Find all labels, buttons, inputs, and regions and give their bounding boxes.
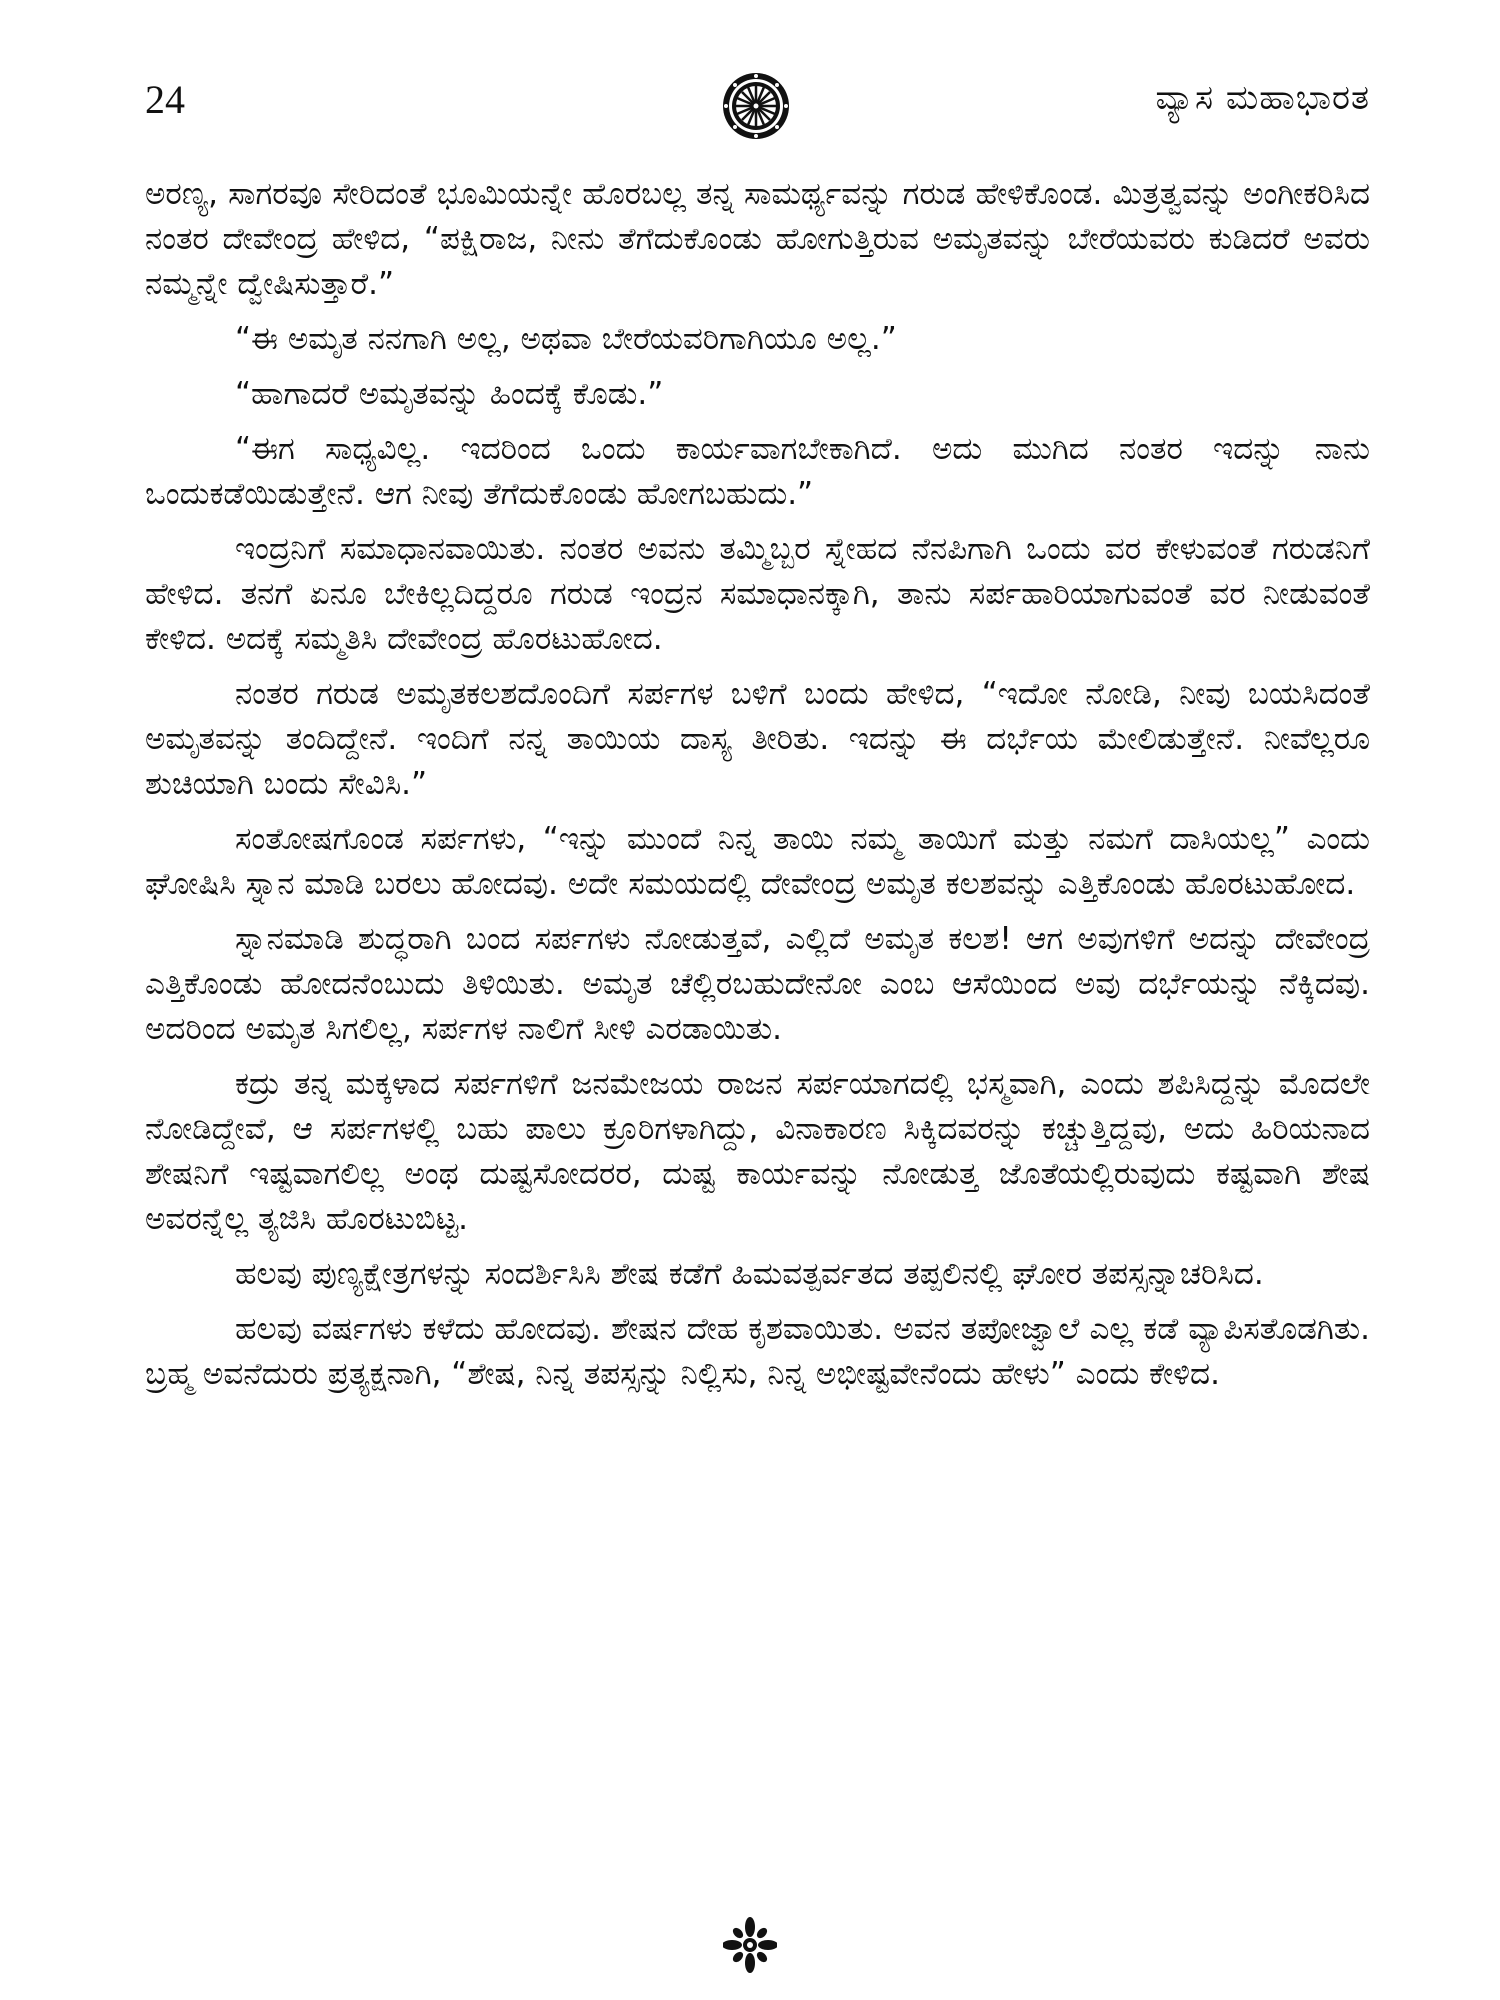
paragraph: ಇಂದ್ರನಿಗೆ ಸಮಾಧಾನವಾಯಿತು. ನಂತರ ಅವನು ತಮ್ಮಿಬ್ಬರ ಸ್ನೇಹದ ನೆನಪಿಗಾಗಿ ಒಂದು ವರ ಕೇಳುವಂತೆ ಗರುಡನಿಗೆ ಹೇಳಿದ. ತನಗೆ ಏನೂ ಬೇಕಿಲ್ಲದಿದ್ದರೂ ಗರುಡ ಇಂದ್ರನ ಸಮಾಧಾನಕ್ಕಾಗಿ, ತಾನು ಸರ್ಪಹಾರಿಯಾಗುವಂತೆ ವರ ನೀಡುವಂತೆ ಕೇಳಿದ. ಅದಕ್ಕೆ ಸಮ್ಮತಿಸಿ ದೇವೇಂದ್ರ ಹೊರಟುಹೋದ. <box>145 531 1370 657</box>
page-header <box>145 70 1370 160</box>
body-text <box>145 172 1370 1407</box>
paragraph: “ಈ ಅಮೃತ ನನಗಾಗಿ ಅಲ್ಲ, ಅಥವಾ ಬೇರೆಯವರಿಗಾಗಿಯೂ ಅಲ್ಲ.” <box>235 321 897 357</box>
paragraph: ಸ್ನಾನಮಾಡಿ ಶುದ್ಧರಾಗಿ ಬಂದ ಸರ್ಪಗಳು ನೋಡುತ್ತವೆ, ಎಲ್ಲಿದೆ ಅಮೃತ ಕಲಶ! ಆಗ ಅವುಗಳಿಗೆ ಅದನ್ನು ದೇವೇಂದ್ರ ಎತ್ತಿಕೊಂಡು ಹೋದನೆಂಬುದು ತಿಳಿಯಿತು. ಅಮೃತ ಚೆಲ್ಲಿರಬಹುದೇನೋ ಎಂಬ ಆಸೆಯಿಂದ ಅವು ದರ್ಭೆಯನ್ನು ನೆಕ್ಕಿದವು. ಅದರಿಂದ ಅಮೃತ ಸಿಗಲಿಲ್ಲ, ಸರ್ಪಗಳ ನಾಲಿಗೆ ಸೀಳಿ ಎರಡಾಯಿತು. <box>145 921 1370 1047</box>
paragraph: ಅರಣ್ಯ, ಸಾಗರವೂ ಸೇರಿದಂತೆ ಭೂಮಿಯನ್ನೇ ಹೊರಬಲ್ಲ ತನ್ನ ಸಾಮರ್ಥ್ಯವನ್ನು ಗರುಡ ಹೇಳಿಕೊಂಡ. ಮಿತ್ರತ್ವವನ್ನು ಅಂಗೀಕರಿಸಿದ ನಂತರ ದೇವೇಂದ್ರ ಹೇಳಿದ, “ಪಕ್ಷಿರಾಜ, ನೀನು ತೆಗೆದುಕೊಂಡು ಹೋಗುತ್ತಿರುವ ಅಮೃತವನ್ನು ಬೇರೆಯವರು ಕುಡಿದರೆ ಅವರು ನಮ್ಮನ್ನೇ ದ್ವೇಷಿಸುತ್ತಾರೆ.” <box>145 176 1370 302</box>
paragraph: “ಹಾಗಾದರೆ ಅಮೃತವನ್ನು ಹಿಂದಕ್ಕೆ ಕೊಡು.” <box>235 376 664 412</box>
dharma-wheel-icon <box>720 70 792 142</box>
paragraph: ನಂತರ ಗರುಡ ಅಮೃತಕಲಶದೊಂದಿಗೆ ಸರ್ಪಗಳ ಬಳಿಗೆ ಬಂದು ಹೇಳಿದ, “ಇದೋ ನೋಡಿ, ನೀವು ಬಯಸಿದಂತೆ ಅಮೃತವನ್ನು ತಂದಿದ್ದೇನೆ. ಇಂದಿಗೆ ನನ್ನ ತಾಯಿಯ ದಾಸ್ಯ ತೀರಿತು. ಇದನ್ನು ಈ ದರ್ಭೆಯ ಮೇಲಿಡುತ್ತೇನೆ. ನೀವೆಲ್ಲರೂ ಶುಚಿಯಾಗಿ ಬಂದು ಸೇವಿಸಿ.” <box>145 676 1370 802</box>
floral-ornament-icon <box>723 1915 777 1975</box>
paragraph: ಹಲವು ವರ್ಷಗಳು ಕಳೆದು ಹೋದವು. ಶೇಷನ ದೇಹ ಕೃಶವಾಯಿತು. ಅವನ ತಪೋಜ್ವಾಲೆ ಎಲ್ಲ ಕಡೆ ವ್ಯಾಪಿಸತೊಡಗಿತು. ಬ್ರಹ್ಮ ಅವನೆದುರು ಪ್ರತ್ಯಕ್ಷನಾಗಿ, “ಶೇಷ, ನಿನ್ನ ತಪಸ್ಸನ್ನು ನಿಲ್ಲಿಸು, ನಿನ್ನ ಅಭೀಷ್ಟವೇನೆಂದು ಹೇಳು” ಎಂದು ಕೇಳಿದ. <box>145 1311 1370 1392</box>
paragraph: ಕದ್ರು ತನ್ನ ಮಕ್ಕಳಾದ ಸರ್ಪಗಳಿಗೆ ಜನಮೇಜಯ ರಾಜನ ಸರ್ಪಯಾಗದಲ್ಲಿ ಭಸ್ಮವಾಗಿ, ಎಂದು ಶಪಿಸಿದ್ದನ್ನು ಮೊದಲೇ ನೋಡಿದ್ದೇವೆ, ಆ ಸರ್ಪಗಳಲ್ಲಿ ಬಹು ಪಾಲು ಕ್ರೂರಿಗಳಾಗಿದ್ದು, ವಿನಾಕಾರಣ ಸಿಕ್ಕಿದವರನ್ನು ಕಚ್ಚುತ್ತಿದ್ದವು, ಅದು ಹಿರಿಯನಾದ ಶೇಷನಿಗೆ ಇಷ್ಟವಾಗಲಿಲ್ಲ ಅಂಥ ದುಷ್ಟಸೋದರರ, ದುಷ್ಟ ಕಾರ್ಯವನ್ನು ನೋಡುತ್ತ ಜೊತೆಯಲ್ಲಿರುವುದು ಕಷ್ಟವಾಗಿ ಶೇಷ ಅವರನ್ನೆಲ್ಲ ತ್ಯಜಿಸಿ ಹೊರಟುಬಿಟ್ಟ. <box>145 1066 1370 1237</box>
paragraph: ಸಂತೋಷಗೊಂಡ ಸರ್ಪಗಳು, “ಇನ್ನು ಮುಂದೆ ನಿನ್ನ ತಾಯಿ ನಮ್ಮ ತಾಯಿಗೆ ಮತ್ತು ನಮಗೆ ದಾಸಿಯಲ್ಲ” ಎಂದು ಘೋಷಿಸಿ ಸ್ನಾನ ಮಾಡಿ ಬರಲು ಹೋದವು. ಅದೇ ಸಮಯದಲ್ಲಿ ದೇವೇಂದ್ರ ಅಮೃತ ಕಲಶವನ್ನು ಎತ್ತಿಕೊಂಡು ಹೊರಟುಹೋದ. <box>145 821 1370 902</box>
page-number: 24 <box>145 77 185 122</box>
paragraph: “ಈಗ ಸಾಧ್ಯವಿಲ್ಲ. ಇದರಿಂದ ಒಂದು ಕಾರ್ಯವಾಗಬೇಕಾಗಿದೆ. ಅದು ಮುಗಿದ ನಂತರ ಇದನ್ನು ನಾನು ಒಂದುಕಡೆಯಿಡುತ್ತೇನೆ. ಆಗ ನೀವು ತೆಗೆದುಕೊಂಡು ಹೋಗಬಹುದು.” <box>145 431 1370 512</box>
book-title: ವ್ಯಾಸ ಮಹಾಭಾರತ <box>1155 78 1370 118</box>
paragraph: ಹಲವು ಪುಣ್ಯಕ್ಷೇತ್ರಗಳನ್ನು ಸಂದರ್ಶಿಸಿಸಿ ಶೇಷ ಕಡೆಗೆ ಹಿಮವತ್ಪರ್ವತದ ತಪ್ಪಲಿನಲ್ಲಿ ಘೋರ ತಪಸ್ಸನ್ನಾಚರಿಸಿದ. <box>235 1256 1264 1292</box>
